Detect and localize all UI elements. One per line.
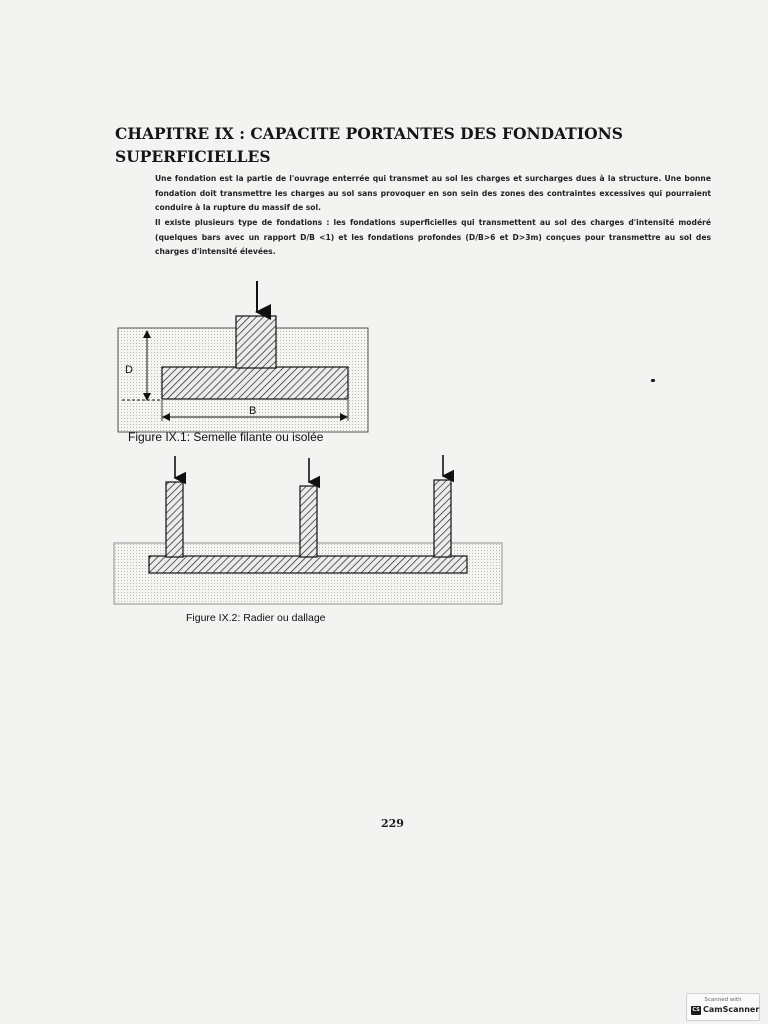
page-number: 229 <box>381 817 404 830</box>
scanner-badge <box>686 993 760 1021</box>
fig1-footing <box>162 367 348 399</box>
fig1-column <box>236 316 276 368</box>
paragraph-1: Une fondation est la partie de l'ouvrage enterrée qui transmet au sol les charges et surcharges dues à la structure. Une bonne fondation doit transmettre les charges au sol sans provoquer en son sein des zones des contraintes excessives qui pourraient conduire à la rupture du massif de sol. <box>155 174 711 212</box>
stray-mark <box>651 379 655 382</box>
fig2-column-1 <box>166 482 183 557</box>
fig2-column-3 <box>434 480 451 557</box>
chapter-title-line1: CHAPITRE IX : CAPACITE PORTANTES DES FONDATIONS <box>115 124 623 143</box>
scanner-badge-line1: Scanned with <box>704 997 742 1003</box>
paragraph-2: Il existe plusieurs type de fondations : les fondations superficielles qui transmettent au sol des charges d'intensité modéré (quelques bars avec un rapport D/B <1) et les fondations profondes (D/B>6 et D>3m) conçues pour transmettre au sol des charges d'intensité élevées. <box>155 218 711 256</box>
camscanner-logo-icon: CS <box>692 1007 700 1013</box>
figure2-caption: Figure IX.2: Radier ou dallage <box>186 612 326 624</box>
fig1-label-b: B <box>249 405 257 417</box>
scanner-badge-line2: CamScanner <box>703 1005 760 1014</box>
fig2-column-2 <box>300 486 317 557</box>
chapter-title-line2: SUPERFICIELLES <box>115 147 271 166</box>
fig2-raft <box>149 556 467 573</box>
fig1-label-d: D <box>125 364 133 376</box>
figure1-caption: Figure IX.1: Semelle filante ou isolée <box>128 430 324 444</box>
